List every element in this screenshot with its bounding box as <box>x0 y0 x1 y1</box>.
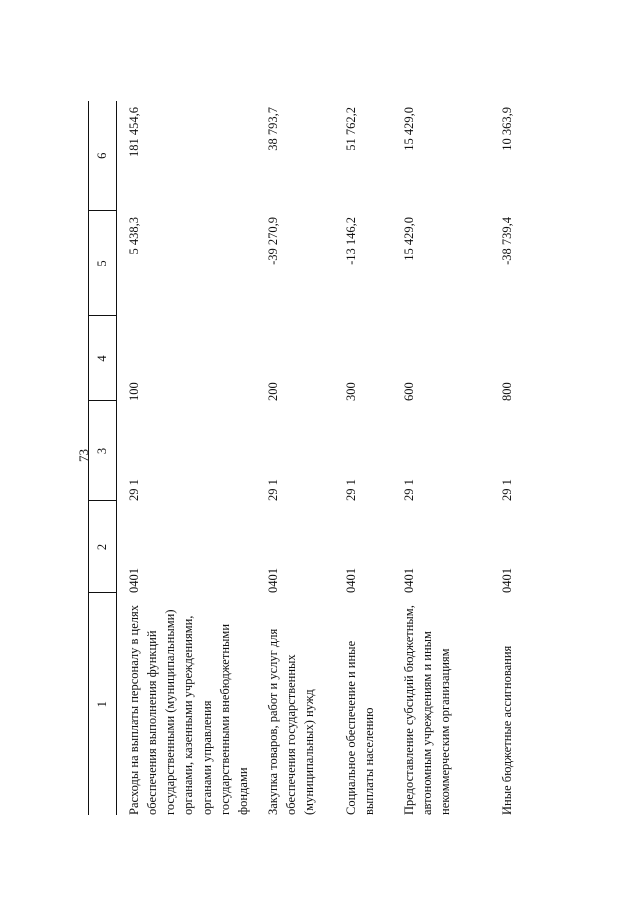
header-row <box>89 101 117 815</box>
budget-table <box>88 101 534 815</box>
header-col-5: 5 <box>89 211 117 316</box>
row-section-code: 0401 <box>127 568 141 593</box>
row-target-article: 29 1 <box>401 479 416 501</box>
row-total-amount: 10 363,9 <box>499 107 514 151</box>
row-total-amount: 15 429,0 <box>401 107 416 151</box>
row-section-code: 0401 <box>343 568 358 593</box>
table-row <box>490 101 534 815</box>
table-row <box>392 101 490 815</box>
row-change-amount: -13 146,2 <box>343 217 358 265</box>
row-section-code: 0401 <box>265 568 280 593</box>
table-row <box>334 101 392 815</box>
row-total-amount: 38 793,7 <box>265 107 280 151</box>
row-section-code: 0401 <box>499 568 514 593</box>
row-name: Иные бюджетные ассигнования <box>499 645 514 815</box>
row-name: Предоставление субсидий бюджетным, автономным учреждениям и иным некоммерческим организациям <box>401 605 453 815</box>
header-col-2: 2 <box>89 501 117 593</box>
row-change-amount: 15 429,0 <box>401 217 416 261</box>
row-target-article: 29 1 <box>127 479 141 501</box>
header-col-6: 6 <box>89 101 117 211</box>
header-col-4: 4 <box>89 316 117 401</box>
row-expense-type: 300 <box>343 382 358 401</box>
row-name: Закупка товаров, работ и услуг для обеспечения государственных (муниципальных) нужд <box>265 628 317 815</box>
row-name: Расходы на выплаты персоналу в целях обеспечения выполнения функций государственными (муниципальными) органами, казенными учреждениями, органами управления государственными внебюджетными фондами <box>127 605 250 815</box>
table-row <box>117 101 256 815</box>
header-col-1: 1 <box>89 593 117 815</box>
row-change-amount: -39 270,9 <box>265 217 280 265</box>
row-expense-type: 100 <box>127 382 141 401</box>
table-row <box>256 101 334 815</box>
row-total-amount: 181 454,6 <box>127 107 141 157</box>
header-col-3: 3 <box>89 401 117 501</box>
page-number: 73 <box>76 449 91 462</box>
row-expense-type: 600 <box>401 382 416 401</box>
row-total-amount: 51 762,2 <box>343 107 358 151</box>
row-section-code: 0401 <box>401 568 416 593</box>
row-target-article: 29 1 <box>265 479 280 501</box>
row-expense-type: 200 <box>265 382 280 401</box>
row-change-amount: 5 438,3 <box>127 217 141 255</box>
row-change-amount: -38 739,4 <box>499 217 514 265</box>
row-target-article: 29 1 <box>499 479 514 501</box>
row-name: Социальное обеспечение и иные выплаты населению <box>343 640 376 815</box>
row-target-article: 29 1 <box>343 479 358 501</box>
row-expense-type: 800 <box>499 382 514 401</box>
